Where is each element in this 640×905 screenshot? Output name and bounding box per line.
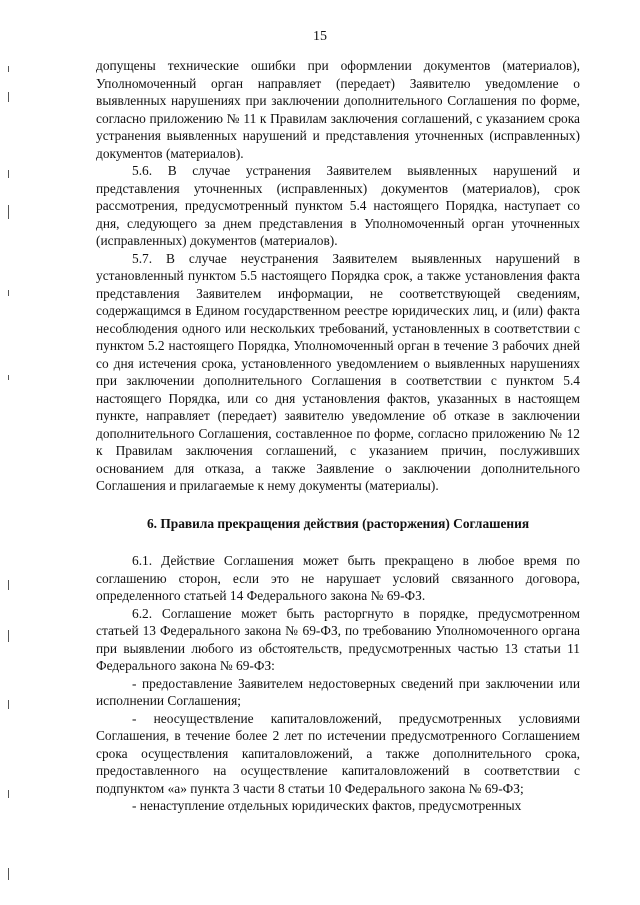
margin-mark [8,700,9,709]
margin-mark [8,868,9,880]
paragraph-6-1: 6.1. Действие Соглашения может быть прекращено в любое время по соглашению сторон, если это не нарушает условий связанного договора, определенного статьей 14 Федерального закона № 69-ФЗ. [96,553,580,603]
paragraph-5-5-continuation: допущены технические ошибки при оформлении документов (материалов), Уполномоченный орган направляет (передает) Заявителю уведомление о выявленных нарушениях при заключении дополнительного Соглашения по форме, согласно приложению № 11 к Правилам заключения соглашений, с указанием срока устранения выявленных нарушений и представления уточненных (исправленных) документов (материалов). [96,58,580,161]
margin-mark [8,580,9,590]
margin-mark [8,170,9,178]
page-number: 15 [313,29,327,44]
margin-mark [8,92,9,102]
section-heading: 6. Правила прекращения действия (расторжения) Соглашения [146,515,530,531]
margin-mark [8,290,9,296]
margin-mark [8,630,9,642]
paragraph-6-2: 6.2. Соглашение может быть расторгнуто в порядке, предусмотренном статьей 13 Федерального закона № 69-ФЗ, по требованию Уполномоченного органа при выявлении любого из обстоятельств, предусмотренных частью 13 статьи 11 Федерального закона № 69-ФЗ: [96,605,580,673]
paragraph-5-6: 5.6. В случае устранения Заявителем выявленных нарушений и представления уточненных (исправленных) документов (материалов), срок рассмотрения, предусмотренный пунктом 5.4 настоящего Порядка, наступает со дня, следующего за днем представления в Уполномоченный орган уточненных (исправленных) документов (материалов). [96,163,580,248]
margin-mark [8,790,9,798]
list-item-legal-facts: - ненаступление отдельных юридических фактов, предусмотренных [132,798,522,813]
margin-mark [8,205,9,219]
margin-mark [8,66,9,72]
margin-marks [6,0,14,905]
list-item-no-investment: - неосуществление капиталовложений, предусмотренных условиями Соглашения, в течение более 2 лет по истечении предусмотренного Соглашением срока осуществления капиталовложений, а также дополнительного срока, предоставленного на осуществление капиталовложений в соответствии с подпунктом «а» пункта 3 части 8 статьи 10 Федерального закона № 69-ФЗ; [96,710,580,796]
paragraph-5-7: 5.7. В случае неустранения Заявителем выявленных нарушений в установленный пунктом 5.5 настоящего Порядка срок, а также установления факта представления Заявителем информации, не соответствующей сведениям, содержащимся в Едином государственном реестре юридических лиц, и (или) факта несоблюдения одного или нескольких требований, установленных в соответствии с пунктом 5.2 настоящего Порядка, Уполномоченный орган в течение 3 рабочих дней со дня истечения срока, установленного уведомлением о выявленных нарушениях при заключении дополнительного Соглашения в соответствии с пунктом 5.4 настоящего Порядка, или со дня установления фактов, указанных в настоящем пункте, направляет (передает) заявителю уведомление об отказе в заключении дополнительного Соглашения, составленное по форме, согласно приложению № 12 к Правилам заключения соглашений, с указанием причин, послуживших основанием для отказа, а также Заявление о заключении дополнительного Соглашения и прилагаемые к нему документы (материалы). [96,250,580,493]
margin-mark [8,375,9,380]
list-item-false-info: - предоставление Заявителем недостоверных сведений при заключении или исполнении Соглашения; [96,675,580,708]
document-body [96,57,580,815]
